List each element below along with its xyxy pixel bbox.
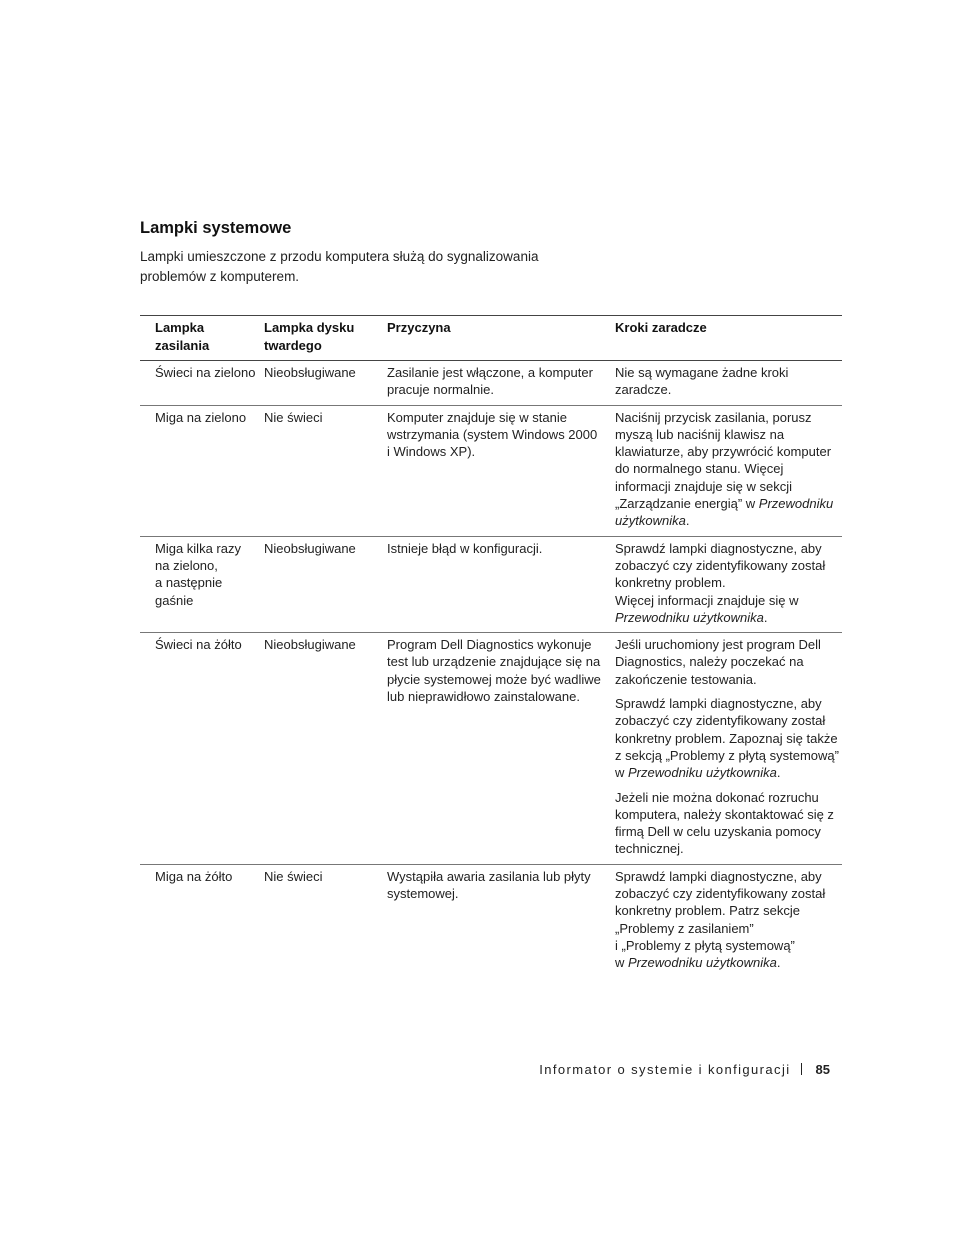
cell-power-light: Świeci na zielono [155, 365, 256, 380]
steps-text: Nie są wymagane żadne kroki zaradcze. [615, 365, 789, 398]
cell-steps [615, 405, 842, 536]
cell-hdd-light: Nie świeci [264, 868, 323, 884]
cell-steps [615, 864, 842, 977]
cell-cause: Program Dell Diagnostics wykonuje test lub urządzenie znajdujące się na płycie systemowej może być wadliwe lub nieprawidłowo zainstalowane. [387, 637, 601, 705]
cell-hdd-light: Nieobsługiwane [264, 540, 356, 556]
steps-text-end: . [776, 765, 781, 781]
intro-paragraph: Lampki umieszczone z przodu komputera służą do sygnalizowania problemów z komputerem. [140, 249, 539, 284]
cell-power-light: Świeci na żółto [155, 637, 242, 653]
steps-text-end: . [776, 955, 781, 971]
table-row [140, 405, 842, 536]
steps-paragraph [615, 789, 842, 858]
table-body [140, 361, 842, 978]
table-header [140, 316, 842, 361]
guide-reference: Przewodniku użytkownika [628, 765, 777, 781]
steps-paragraph [615, 868, 842, 972]
steps-paragraph [615, 636, 842, 688]
table-row [140, 361, 842, 406]
cell-power-light: Miga na zielono [155, 409, 247, 425]
section-title: Lampki systemowe [140, 219, 292, 237]
guide-reference: Przewodniku użytkownika [615, 496, 834, 529]
cell-steps [615, 536, 842, 632]
system-lights-table-container [140, 315, 842, 978]
cell-steps [615, 633, 842, 865]
footer-title: Informator o systemie i konfiguracji [539, 1062, 791, 1077]
cell-cause: Komputer znajduje się w stanie wstrzymania (system Windows 2000 i Windows XP). [387, 409, 598, 460]
page-number: 85 [815, 1062, 830, 1077]
table-row [140, 864, 842, 977]
steps-text: Sprawdź lampki diagnostyczne, aby zobaczyć czy zidentyfikowany został konkretny problem. Więcej informacji znajduje się w [615, 540, 826, 608]
guide-reference: Przewodniku użytkownika [628, 955, 777, 971]
steps-paragraph [615, 409, 842, 530]
steps-paragraph [615, 695, 842, 781]
table-row [140, 536, 842, 632]
page-footer [539, 1062, 830, 1077]
steps-text-end: . [685, 513, 690, 529]
cell-hdd-light: Nieobsługiwane [264, 365, 356, 380]
cell-cause: Wystąpiła awaria zasilania lub płyty systemowej. [387, 868, 591, 902]
steps-text: Naciśnij przycisk zasilania, porusz myszą lub naciśnij klawisz na klawiaturze, aby przywrócić komputer do normalnego stanu. Więcej informacji znajduje się w sekcji „Zarządzanie energią” w [615, 409, 832, 512]
cell-hdd-light: Nie świeci [264, 409, 323, 425]
steps-paragraph [615, 540, 842, 626]
steps-paragraph [615, 364, 842, 399]
cell-power-light: Miga na żółto [155, 868, 233, 884]
steps-text: Jeżeli nie można dokonać rozruchu komputera, należy skontaktować się z firmą Dell w celu uzyskania pomocy technicznej. [615, 789, 834, 857]
system-lights-table [140, 315, 842, 978]
steps-text: Sprawdź lampki diagnostyczne, aby zobaczyć czy zidentyfikowany został konkretny problem. Patrz sekcje „Problemy z zasilaniem” i „Problemy z płytą systemową” w [615, 868, 826, 971]
cell-cause: Zasilanie jest włączone, a komputer pracuje normalnie. [387, 365, 593, 398]
header-cause: Przyczyna [387, 320, 451, 335]
header-steps: Kroki zaradcze [615, 320, 707, 335]
steps-text: Sprawdź lampki diagnostyczne, aby zobaczyć czy zidentyfikowany został konkretny problem. Zapoznaj się także z sekcją „Problemy z płytą systemową” w [615, 696, 839, 781]
footer-separator [801, 1063, 802, 1075]
table-row [140, 633, 842, 865]
cell-cause: Istnieje błąd w konfiguracji. [387, 540, 543, 556]
table-header-row [140, 316, 842, 361]
cell-hdd-light: Nieobsługiwane [264, 637, 356, 653]
header-hdd-light: Lampka dysku twardego [264, 320, 355, 353]
steps-text-end: . [763, 609, 768, 625]
steps-text: Jeśli uruchomiony jest program Dell Diagnostics, należy poczekać na zakończenie testowania. [615, 637, 821, 687]
cell-power-light: Miga kilka razy na zielono, a następnie gaśnie [155, 540, 241, 608]
guide-reference: Przewodniku użytkownika [615, 609, 764, 625]
header-power-light: Lampka zasilania [155, 320, 210, 353]
cell-steps [615, 361, 842, 406]
